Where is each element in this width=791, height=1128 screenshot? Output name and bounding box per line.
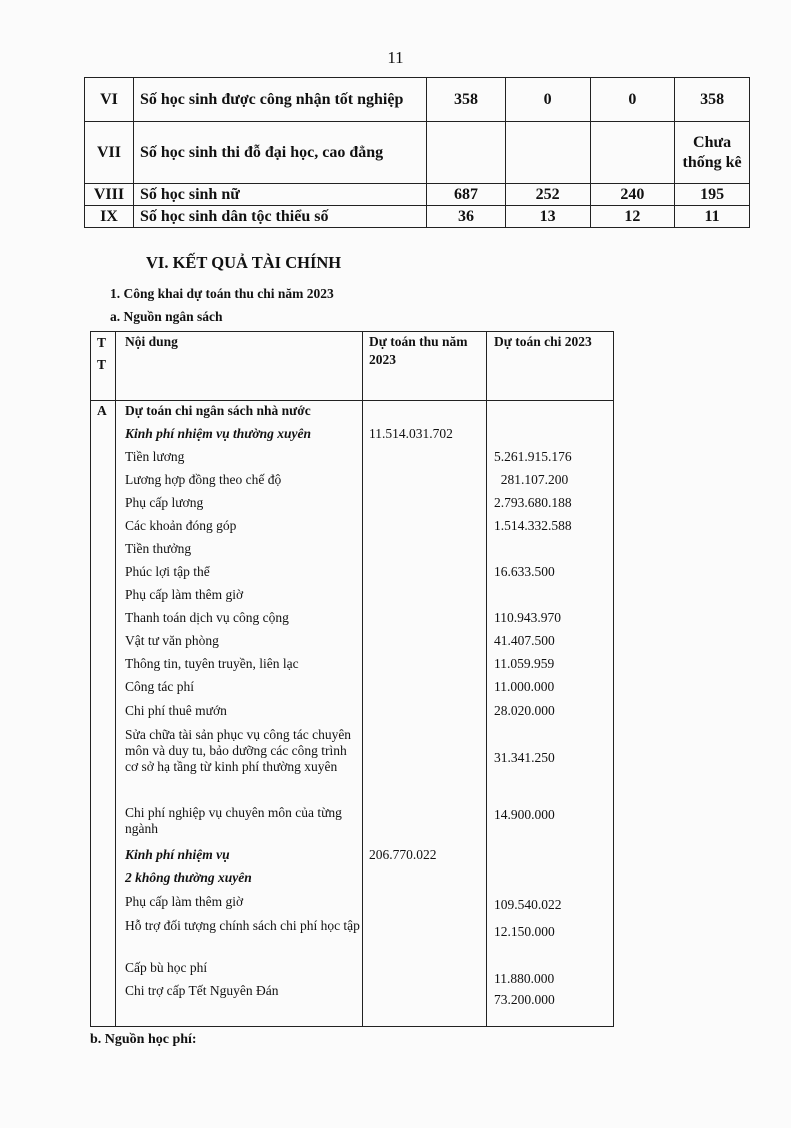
expense-value: 110.943.970	[494, 610, 561, 625]
row-label: Tiền thưởng	[125, 541, 192, 556]
header-tt: T	[97, 335, 107, 350]
expense-value: 1.514.332.588	[494, 518, 572, 533]
student-statistics-table	[84, 77, 750, 228]
subsection-heading: 1. Công khai dự toán thu chi năm 2023	[110, 286, 334, 301]
budget-rows	[91, 403, 613, 1029]
value-cell: 687	[427, 184, 506, 206]
row-label: Chi phí thuê mướn	[125, 703, 227, 718]
row-label: Các khoản đóng góp	[125, 518, 237, 533]
expense-value: 11.880.000	[494, 971, 555, 986]
value-cell: 0	[505, 78, 590, 122]
table-row	[91, 894, 613, 918]
table-row	[91, 960, 613, 986]
row-label: Tiền lương	[125, 449, 185, 464]
row-divider	[91, 400, 613, 401]
table-row	[85, 78, 750, 122]
table-row	[91, 564, 613, 587]
row-label: Sửa chữa tài sản phục vụ công tác chuyên môn và duy tu, bảo dưỡng các công trình cơ sở hạ tầng từ kinh phí thường xuyên	[125, 727, 352, 774]
table-row	[91, 495, 613, 518]
row-number: IX	[85, 206, 134, 228]
row-label: Phụ cấp làm thêm giờ	[125, 587, 244, 602]
row-label: Công tác phí	[125, 679, 194, 694]
row-label: Vật tư văn phòng	[125, 633, 219, 648]
table-row	[85, 184, 750, 206]
table-row	[91, 633, 613, 656]
value-cell	[427, 122, 506, 184]
row-label: Lương hợp đồng theo chế độ	[125, 472, 282, 487]
table-row	[91, 918, 613, 960]
row-label: 2 không thường xuyên	[125, 870, 252, 885]
row-content: Số học sinh được công nhận tốt nghiệp	[133, 78, 426, 122]
expense-value: 41.407.500	[494, 633, 555, 648]
row-label: Thông tin, tuyên truyền, liên lạc	[125, 656, 299, 671]
row-number: VIII	[85, 184, 134, 206]
table-row	[91, 703, 613, 727]
row-label: Kinh phí nhiệm vụ	[125, 847, 230, 862]
value-cell: 12	[590, 206, 675, 228]
header-content: Nội dung	[125, 334, 178, 349]
table-row	[91, 983, 613, 1029]
expense-value: 73.200.000	[494, 992, 555, 1007]
table-row	[91, 870, 613, 894]
row-number: VI	[85, 78, 134, 122]
row-label: Phụ cấp lương	[125, 495, 204, 510]
section-heading: VI. KẾT QUẢ TÀI CHÍNH	[146, 253, 342, 272]
row-label: Dự toán chi ngân sách nhà nước	[125, 403, 311, 418]
value-cell	[505, 122, 590, 184]
expense-value: 11.059.959	[494, 656, 555, 671]
row-label: Kinh phí nhiệm vụ thường xuyên	[125, 426, 312, 441]
row-content: Số học sinh thi đỗ đại học, cao đẳng	[133, 122, 426, 184]
row-label: Thanh toán dịch vụ công cộng	[125, 610, 289, 625]
row-label: Chi phí nghiệp vụ chuyên môn của từng ngành	[125, 805, 342, 836]
row-content: Số học sinh nữ	[133, 184, 426, 206]
row-label: Chi trợ cấp Tết Nguyên Đán	[125, 983, 279, 998]
row-label: Phúc lợi tập thể	[125, 564, 210, 579]
expense-value: 28.020.000	[494, 703, 555, 718]
row-label: Phụ cấp làm thêm giờ	[125, 894, 244, 909]
table-row	[91, 679, 613, 703]
value-cell: 195	[675, 184, 750, 206]
page-number: 11	[387, 48, 404, 67]
value-cell: 0	[590, 78, 675, 122]
value-cell: 36	[427, 206, 506, 228]
table-row	[91, 472, 613, 495]
expense-value: 109.540.022	[494, 897, 562, 912]
budget-table	[90, 331, 614, 1027]
value-cell: 11	[675, 206, 750, 228]
row-label: Hỗ trợ đối tượng chính sách chi phí học tập	[125, 918, 360, 933]
value-cell	[590, 122, 675, 184]
row-number: VII	[85, 122, 134, 184]
expense-value: 281.107.200	[494, 472, 569, 487]
expense-value: 14.900.000	[494, 807, 555, 822]
header-tt: T	[97, 357, 107, 372]
income-value: 206.770.022	[369, 847, 437, 862]
expense-value: 31.341.250	[494, 750, 555, 765]
table-row	[91, 610, 613, 633]
table-row	[85, 206, 750, 228]
expense-value: 5.261.915.176	[494, 449, 572, 464]
value-cell: 358	[427, 78, 506, 122]
value-cell: 240	[590, 184, 675, 206]
table-row	[91, 449, 613, 472]
income-value: 11.514.031.702	[369, 426, 453, 441]
expense-value: 2.793.680.188	[494, 495, 572, 510]
row-label: Cấp bù học phí	[125, 960, 208, 975]
row-content: Số học sinh dân tộc thiểu số	[133, 206, 426, 228]
table-row	[91, 656, 613, 679]
table-row	[91, 518, 613, 541]
value-cell: 13	[505, 206, 590, 228]
expense-value: 12.150.000	[494, 924, 555, 939]
subsection-heading: a. Nguồn ngân sách	[110, 309, 223, 324]
table-row	[91, 727, 613, 805]
table-row	[85, 122, 750, 184]
expense-value: 16.633.500	[494, 564, 555, 579]
header-income: Dự toán thu năm 2023	[369, 334, 468, 367]
table-row	[91, 541, 613, 564]
row-code: A	[97, 403, 107, 418]
header-expense: Dự toán chi 2023	[494, 334, 592, 349]
table-row	[91, 403, 613, 426]
subsection-heading: b. Nguồn học phí:	[90, 1032, 197, 1047]
table-row	[91, 426, 613, 449]
expense-value: 11.000.000	[494, 679, 555, 694]
value-cell: 252	[505, 184, 590, 206]
table-row	[91, 805, 613, 847]
table-row	[91, 587, 613, 610]
table-row	[91, 847, 613, 870]
value-cell: Chưa thống kê	[675, 122, 750, 184]
value-cell: 358	[675, 78, 750, 122]
